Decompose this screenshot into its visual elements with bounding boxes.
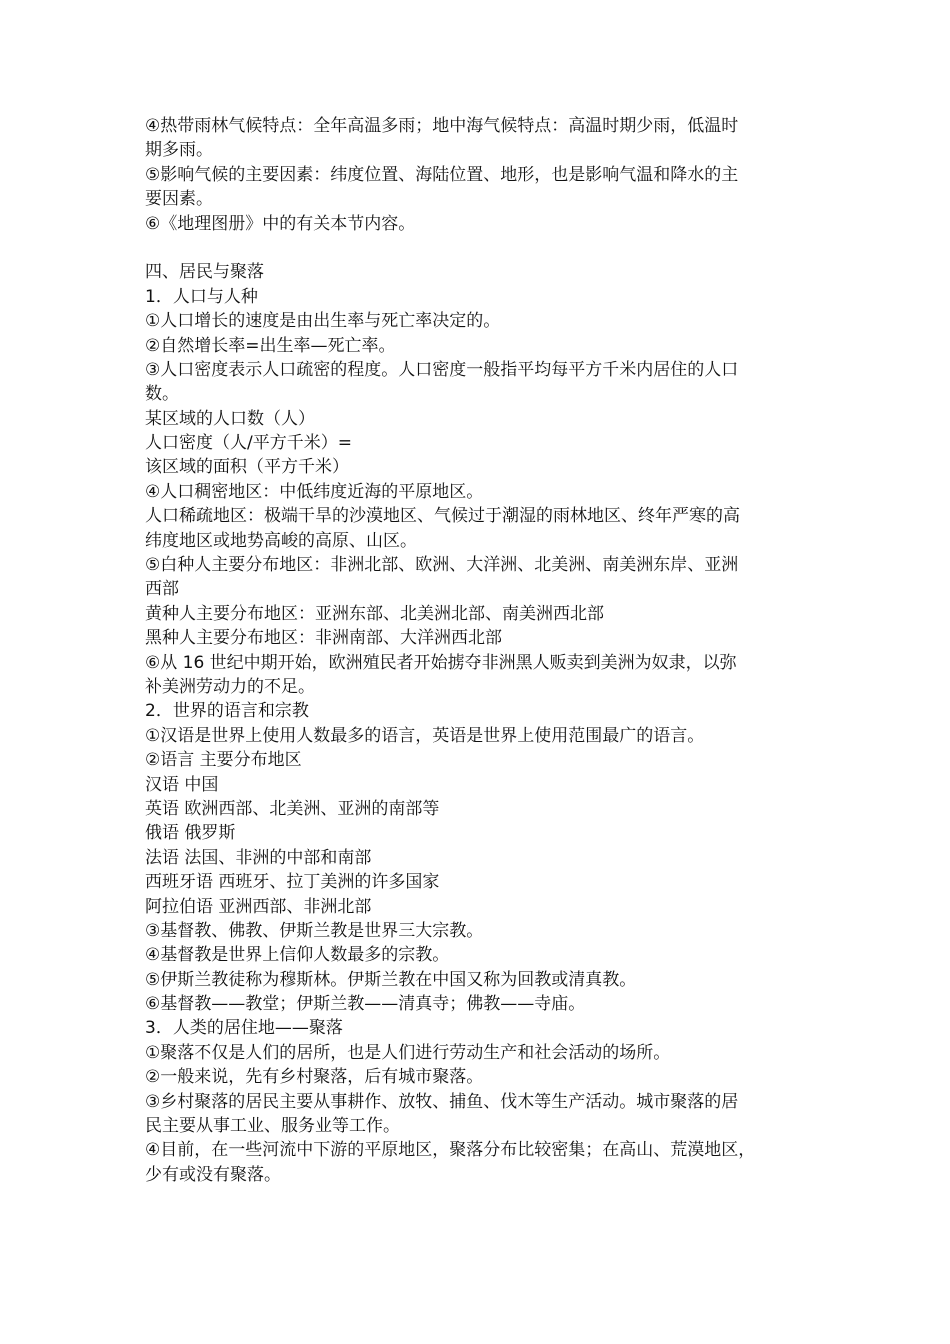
text-line: ⑤伊斯兰教徒称为穆斯林。伊斯兰教在中国又称为回教或清真教。 [145, 969, 637, 990]
text-line: 2．世界的语言和宗教 [145, 701, 309, 722]
text-line: 3．人类的居住地——聚落 [145, 1018, 343, 1039]
text-line: ①汉语是世界上使用人数最多的语言，英语是世界上使用范围最广的语言。 [145, 725, 705, 746]
text-line: ③基督教、佛教、伊斯兰教是世界三大宗教。 [145, 920, 484, 941]
text-line: ③乡村聚落的居民主要从事耕作、放牧、捕鱼、伐木等生产活动。城市聚落的居 [145, 1091, 739, 1112]
text-line: ②语言 主要分布地区 [145, 750, 302, 771]
text-line: ⑥从 16 世纪中期开始，欧洲殖民者开始掳夺非洲黑人贩卖到美洲为奴隶，以弥 [145, 652, 737, 673]
text-line: 汉语 中国 [145, 774, 219, 795]
text-line: 某区域的人口数（人） [145, 408, 315, 429]
text-line: 人口稀疏地区：极端干旱的沙漠地区、气候过于潮湿的雨林地区、终年严寒的高 [145, 506, 740, 527]
text-line: 法语 法国、非洲的中部和南部 [145, 847, 372, 868]
text-line: 黑种人主要分布地区：非洲南部、大洋洲西北部 [145, 628, 502, 649]
text-line: ⑥基督教——教堂；伊斯兰教——清真寺；佛教——寺庙。 [145, 994, 586, 1015]
text-line: 数。 [145, 384, 179, 405]
text-line: ③人口密度表示人口疏密的程度。人口密度一般指平均每平方千米内居住的人口 [145, 359, 739, 380]
text-line: 西班牙语 西班牙、拉丁美洲的许多国家 [145, 872, 440, 893]
text-line: 人口密度（人/平方千米）= [145, 433, 352, 454]
text-line: ④目前，在一些河流中下游的平原地区，聚落分布比较密集；在高山、荒漠地区， [145, 1140, 756, 1161]
text-line: ①人口增长的速度是由出生率与死亡率决定的。 [145, 311, 501, 332]
text-line: 阿拉伯语 亚洲西部、非洲北部 [145, 896, 372, 917]
text-line: 四、居民与聚落 [145, 262, 264, 283]
text-line: 补美洲劳动力的不足。 [145, 676, 315, 697]
text-line: 英语 欧洲西部、北美洲、亚洲的南部等 [145, 798, 440, 819]
text-line: ①聚落不仅是人们的居所，也是人们进行劳动生产和社会活动的场所。 [145, 1042, 671, 1063]
text-line: 纬度地区或地势高峻的高原、山区。 [145, 530, 417, 551]
text-line: 西部 [145, 579, 179, 600]
text-line: 要因素。 [145, 189, 213, 210]
text-line: ②自然增长率=出生率—死亡率。 [145, 335, 396, 356]
text-line: ④热带雨林气候特点：全年高温多雨；地中海气候特点：高温时期少雨，低温时 [145, 116, 739, 136]
text-line: 俄语 俄罗斯 [145, 823, 236, 844]
document-page [145, 114, 815, 1187]
text-line: ④基督教是世界上信仰人数最多的宗教。 [145, 945, 450, 966]
text-line: 少有或没有聚落。 [145, 1164, 281, 1185]
text-line: 该区域的面积（平方千米） [145, 457, 349, 478]
text-line: ⑥《地理图册》中的有关本节内容。 [145, 213, 416, 234]
text-line: 期多雨。 [145, 140, 213, 161]
blank-line [145, 236, 815, 260]
text-line: 黄种人主要分布地区：亚洲东部、北美洲北部、南美洲西北部 [145, 603, 604, 624]
text-line: ④人口稠密地区：中低纬度近海的平原地区。 [145, 481, 484, 502]
text-line: ⑤白种人主要分布地区：非洲北部、欧洲、大洋洲、北美洲、南美洲东岸、亚洲 [145, 555, 739, 576]
text-line: ⑤影响气候的主要因素：纬度位置、海陆位置、地形，也是影响气温和降水的主 [145, 164, 739, 185]
text-line: 民主要从事工业、服务业等工作。 [145, 1116, 400, 1137]
text-line: ②一般来说，先有乡村聚落，后有城市聚落。 [145, 1067, 484, 1088]
text-line: 1．人口与人种 [145, 286, 258, 307]
